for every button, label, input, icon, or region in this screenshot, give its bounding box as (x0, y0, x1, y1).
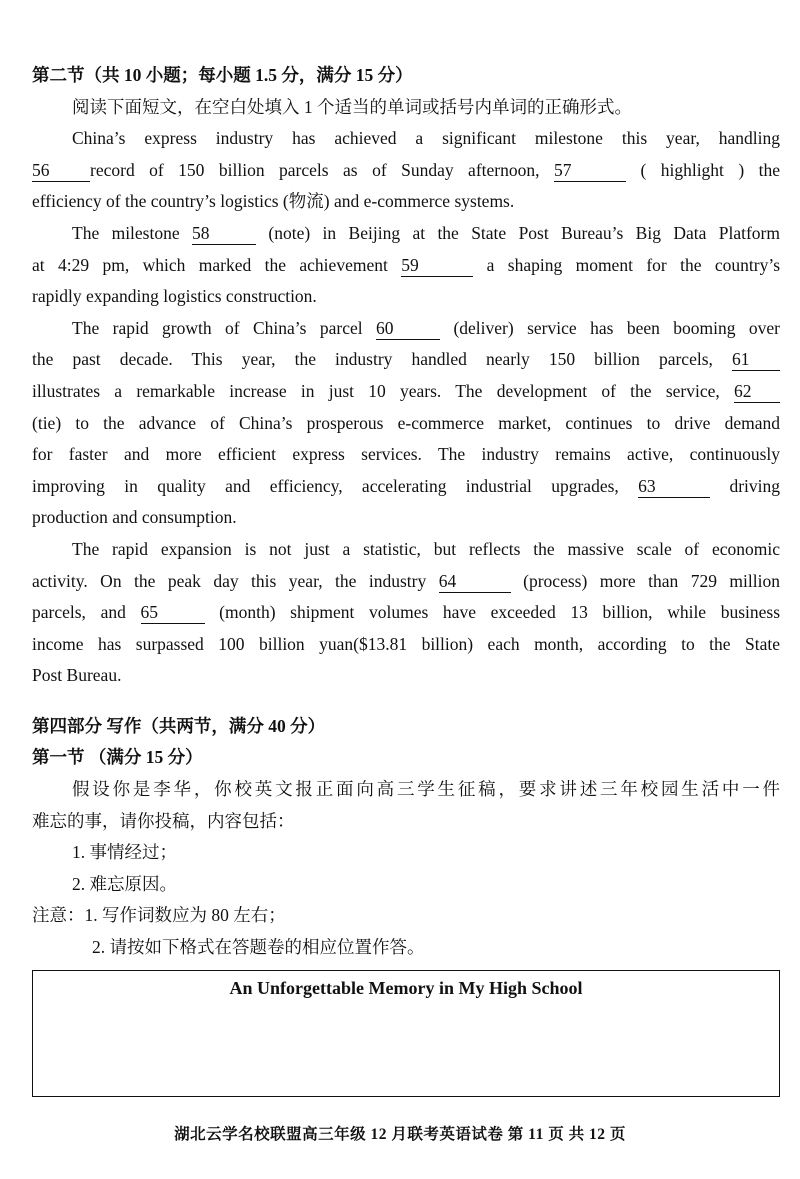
section2-instruction: 阅读下面短文，在空白处填入 1 个适当的单词或括号内单词的正确形式。 (72, 96, 632, 117)
p3-line3: illustrates a remarkable increase in just 10 years. The development of the service, 62 (32, 376, 780, 408)
p1-line2: 56 record of 150 billion parcels as of Sunday afternoon, 57 ( highlight ) the (32, 159, 781, 180)
content-item-1: 1. 事情经过； (72, 842, 177, 863)
p2-line3: rapidly expanding logistics construction. (32, 286, 317, 307)
note-line1: 注意：1. 写作词数应为 80 左右； (32, 905, 286, 926)
page-footer: 湖北云学名校联盟高三年级 12 月联考英语试卷 第 11 页 共 12 页 (174, 1126, 626, 1143)
blank-60: 60 (376, 317, 440, 340)
section2-heading: 第二节（共 10 小题；每小题 1.5 分，满分 15 分） (32, 65, 413, 85)
essay-title: An Unforgettable Memory in My High School (229, 978, 583, 998)
blank-56: 56 (32, 159, 90, 182)
blank-59: 59 (401, 254, 473, 277)
blank-64: 64 (439, 570, 511, 593)
blank-62: 62 (734, 380, 780, 403)
blank-61: 61 (732, 348, 780, 371)
exam-page (32, 60, 780, 964)
part4-sub-heading: 第一节 （满分 15 分） (32, 747, 203, 768)
p4-line1: The rapid expansion is not just a statistic, but reflects the massive scale of economic (72, 538, 780, 559)
writing-prompt-line1: 假设你是李华，你校英文报正面向高三学生征稿，要求讲述三年校园生活中一件 (72, 779, 780, 800)
p3-line1: The rapid growth of China’s parcel 60 (deliver) service has been booming over (72, 317, 780, 338)
p4-line5: Post Bureau. (32, 665, 122, 686)
blank-63: 63 (638, 475, 710, 498)
p4-line3: parcels, and 65 (month) shipment volumes have exceeded 13 billion, while business (32, 602, 781, 623)
writing-prompt-line2: 难忘的事，请你投稿，内容包括： (32, 810, 295, 831)
answer-format-box (32, 970, 780, 1097)
p2-line1: The milestone 58 (note) in Beijing at the State Post Bureau’s Big Data Platform (72, 222, 780, 243)
p1-line1: China’s express industry has achieved a significant milestone this year, handling (72, 128, 780, 149)
p3-line7: production and consumption. (32, 507, 237, 528)
p1-line3: efficiency of the country’s logistics (物流) and e-commerce systems. (32, 191, 515, 212)
p4-line2: activity. On the peak day this year, the industry 64 (process) more than 729 million (32, 570, 780, 591)
blank-58: 58 (192, 222, 256, 245)
content-item-2: 2. 难忘原因。 (72, 873, 177, 894)
p3-line2: the past decade. This year, the industry handled nearly 150 billion parcels, 61 (32, 344, 780, 376)
blank-65: 65 (141, 601, 205, 624)
blank-57: 57 (554, 159, 626, 182)
p2-line2: at 4:29 pm, which marked the achievement 59 a shaping moment for the country’s (32, 254, 781, 275)
note-line2: 2. 请按如下格式在答题卷的相应位置作答。 (92, 937, 425, 958)
p3-line6: improving in quality and efficiency, accelerating industrial upgrades, 63 driving (32, 475, 781, 496)
part4-heading: 第四部分 写作（共两节，满分 40 分） (32, 715, 326, 736)
p4-line4: income has surpassed 100 billion yuan($13.81 billion) each month, according to the State (32, 633, 780, 654)
p3-line5: for faster and more efficient express services. The industry remains active, continuously (32, 444, 780, 465)
p3-line4: (tie) to the advance of China’s prosperous e-commerce market, continues to drive demand (32, 412, 780, 433)
